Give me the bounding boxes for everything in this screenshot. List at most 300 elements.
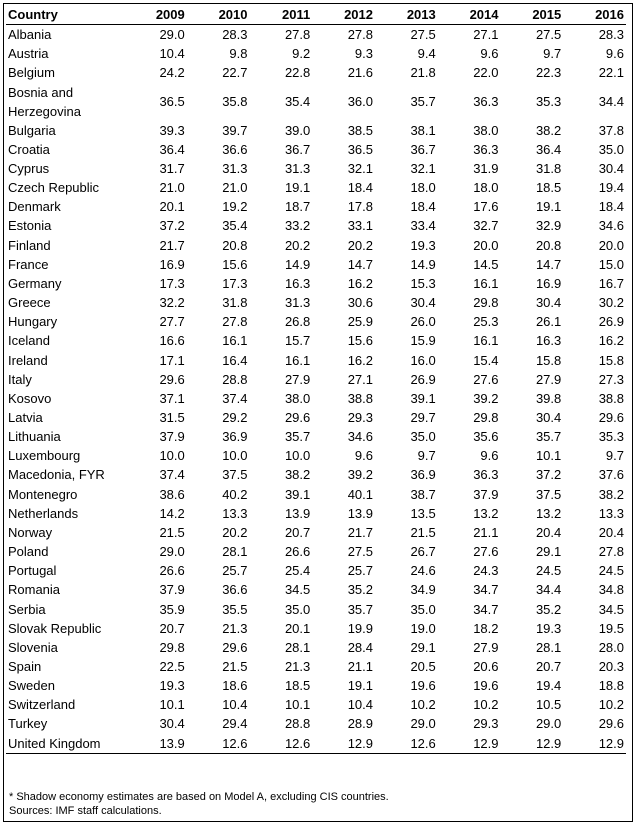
value-cell: 27.3 — [598, 371, 624, 387]
value-cell: 19.3 — [410, 237, 436, 253]
value-cell: 29.6 — [222, 639, 248, 655]
value-cell: 34.7 — [473, 601, 499, 617]
value-cell: 19.4 — [598, 180, 624, 196]
value-cell: 18.4 — [410, 199, 436, 215]
country-name: Finland — [8, 237, 51, 253]
value-cell: 20.8 — [222, 237, 248, 253]
value-cell: 21.3 — [284, 659, 311, 674]
table-row — [6, 504, 626, 523]
value-cell: 12.6 — [284, 735, 311, 751]
value-cell: 16.7 — [598, 275, 624, 291]
country-name: Slovak Republic — [8, 620, 102, 636]
table-row — [6, 427, 626, 446]
table-row — [6, 312, 626, 331]
value-cell: 34.9 — [410, 582, 436, 598]
value-cell: 26.1 — [535, 314, 562, 330]
value-cell: 28.8 — [284, 716, 311, 732]
value-cell: 19.1 — [535, 199, 562, 215]
value-cell: 38.5 — [347, 122, 373, 138]
value-cell: 18.7 — [284, 199, 311, 215]
value-cell: 16.3 — [284, 275, 311, 291]
value-cell: 27.5 — [347, 544, 373, 560]
value-cell: 24.6 — [410, 563, 436, 579]
value-cell: 27.1 — [347, 371, 373, 387]
value-cell: 13.3 — [598, 505, 624, 521]
country-name: Greece — [8, 295, 51, 311]
value-cell: 15.3 — [410, 275, 436, 291]
value-cell: 21.5 — [410, 524, 436, 540]
value-cell: 18.4 — [598, 199, 624, 215]
country-name: Albania — [8, 27, 52, 43]
value-cell: 37.9 — [159, 582, 185, 598]
value-cell: 29.6 — [159, 371, 185, 387]
value-cell: 20.0 — [598, 237, 624, 253]
table-row — [6, 293, 626, 312]
value-cell: 38.2 — [598, 486, 624, 502]
value-cell: 10.2 — [473, 697, 499, 713]
value-cell: 31.3 — [284, 295, 311, 311]
country-name: Netherlands — [8, 505, 79, 521]
value-cell: 25.7 — [347, 563, 373, 579]
value-cell: 19.1 — [347, 678, 373, 694]
value-cell: 33.2 — [284, 218, 311, 234]
table-row — [6, 638, 626, 657]
country-name: Sweden — [8, 678, 55, 694]
value-cell: 15.8 — [598, 352, 624, 368]
value-cell: 9.7 — [417, 448, 436, 464]
value-cell: 29.7 — [410, 409, 436, 425]
value-cell: 20.6 — [473, 659, 499, 674]
table-row — [6, 485, 626, 504]
value-cell: 19.4 — [535, 678, 562, 694]
country-name: Norway — [8, 524, 53, 540]
value-cell: 35.3 — [535, 94, 562, 110]
table-row — [6, 408, 626, 427]
value-cell: 13.9 — [284, 505, 311, 521]
value-cell: 21.6 — [347, 65, 373, 81]
value-cell: 37.6 — [598, 467, 624, 483]
value-cell: 16.9 — [535, 275, 562, 291]
value-cell: 38.0 — [473, 122, 499, 138]
value-cell: 22.5 — [159, 659, 185, 674]
value-cell: 29.2 — [222, 409, 248, 425]
value-cell: 36.9 — [222, 429, 248, 445]
value-cell: 27.8 — [347, 27, 373, 43]
value-cell: 39.8 — [535, 390, 562, 406]
value-cell: 25.4 — [284, 563, 311, 579]
value-cell: 27.7 — [159, 314, 185, 330]
value-cell: 35.8 — [222, 94, 248, 110]
table-row — [6, 561, 626, 580]
value-cell: 30.4 — [535, 409, 562, 425]
table-notes — [9, 790, 389, 818]
value-cell: 10.1 — [284, 697, 311, 713]
country-name: Bulgaria — [8, 122, 56, 138]
value-cell: 30.4 — [159, 716, 185, 732]
table-row — [6, 580, 626, 599]
country-name: France — [8, 256, 49, 272]
table-row — [6, 734, 626, 754]
value-cell: 18.5 — [284, 678, 311, 694]
value-cell: 21.7 — [347, 524, 373, 540]
country-name: Hungary — [8, 314, 58, 330]
value-cell: 27.6 — [473, 371, 499, 387]
value-cell: 21.8 — [410, 65, 436, 81]
country-name: Estonia — [8, 218, 52, 234]
value-cell: 30.4 — [598, 160, 624, 176]
country-name: Belgium — [8, 65, 55, 81]
value-cell: 20.2 — [284, 237, 311, 253]
value-cell: 17.6 — [473, 199, 499, 215]
value-cell: 20.0 — [473, 237, 499, 253]
country-name: Iceland — [8, 333, 50, 349]
value-cell: 39.7 — [222, 122, 248, 138]
value-cell: 24.5 — [535, 563, 562, 579]
value-cell: 10.0 — [159, 448, 185, 464]
country-name: Serbia — [8, 601, 46, 617]
value-cell: 13.5 — [410, 505, 436, 521]
value-cell: 36.4 — [159, 141, 185, 157]
value-cell: 35.7 — [284, 429, 311, 445]
value-cell: 10.4 — [159, 46, 185, 62]
country-name: Cyprus — [8, 160, 50, 176]
value-cell: 9.6 — [480, 46, 499, 62]
value-cell: 9.2 — [292, 46, 311, 62]
country-name: Germany — [8, 275, 62, 291]
value-cell: 19.1 — [284, 180, 311, 196]
value-cell: 10.4 — [222, 697, 248, 713]
value-cell: 27.1 — [473, 27, 499, 43]
value-cell: 28.1 — [284, 639, 311, 655]
column-header-year: 2012 — [344, 7, 373, 22]
country-name: Croatia — [8, 141, 50, 157]
value-cell: 9.8 — [229, 46, 248, 62]
value-cell: 15.9 — [410, 333, 436, 349]
value-cell: 9.3 — [354, 46, 373, 62]
value-cell: 24.5 — [598, 563, 624, 579]
country-name: Spain — [8, 659, 42, 674]
value-cell: 29.1 — [535, 544, 562, 560]
value-cell: 12.9 — [598, 735, 624, 751]
value-cell: 32.1 — [347, 160, 373, 176]
value-cell: 10.0 — [284, 448, 311, 464]
column-header-country: Country — [8, 7, 58, 22]
value-cell: 12.9 — [535, 735, 562, 751]
value-cell: 38.2 — [284, 467, 311, 483]
value-cell: 37.8 — [598, 122, 624, 138]
value-cell: 38.7 — [410, 486, 436, 502]
value-cell: 29.1 — [410, 639, 436, 655]
value-cell: 20.7 — [284, 524, 311, 540]
value-cell: 35.0 — [410, 601, 436, 617]
value-cell: 15.4 — [473, 352, 499, 368]
value-cell: 20.4 — [598, 524, 624, 540]
table-row — [6, 44, 626, 63]
value-cell: 31.8 — [222, 295, 248, 311]
value-cell: 33.1 — [347, 218, 373, 234]
table-row — [6, 542, 626, 561]
value-cell: 18.0 — [473, 180, 499, 196]
value-cell: 12.9 — [347, 735, 373, 751]
table-row — [6, 523, 626, 542]
value-cell: 16.0 — [410, 352, 436, 368]
table-row — [6, 83, 626, 121]
value-cell: 38.0 — [284, 390, 311, 406]
value-cell: 10.1 — [159, 697, 185, 713]
value-cell: 35.4 — [284, 94, 311, 110]
table-row — [6, 695, 626, 714]
value-cell: 34.4 — [598, 94, 624, 110]
value-cell: 15.6 — [347, 333, 373, 349]
value-cell: 22.7 — [222, 65, 248, 81]
value-cell: 9.6 — [605, 46, 624, 62]
value-cell: 27.9 — [473, 639, 499, 655]
value-cell: 22.3 — [535, 65, 562, 81]
value-cell: 14.5 — [473, 256, 499, 272]
value-cell: 31.8 — [535, 160, 562, 176]
value-cell: 34.5 — [284, 582, 311, 598]
value-cell: 9.7 — [543, 46, 562, 62]
value-cell: 31.3 — [284, 160, 311, 176]
value-cell: 10.1 — [535, 448, 562, 464]
value-cell: 38.1 — [410, 122, 436, 138]
value-cell: 37.5 — [535, 486, 562, 502]
table-row — [6, 159, 626, 178]
value-cell: 37.4 — [222, 390, 248, 406]
table-row — [6, 389, 626, 408]
value-cell: 39.1 — [284, 486, 311, 502]
value-cell: 32.7 — [473, 218, 499, 234]
value-cell: 15.6 — [222, 256, 248, 272]
value-cell: 20.7 — [159, 620, 185, 636]
value-cell: 30.6 — [347, 295, 373, 311]
country-name: Ireland — [8, 352, 48, 368]
value-cell: 16.2 — [347, 275, 373, 291]
value-cell: 40.1 — [347, 486, 373, 502]
value-cell: 19.5 — [598, 620, 624, 636]
value-cell: 18.5 — [535, 180, 562, 196]
value-cell: 16.9 — [159, 256, 185, 272]
value-cell: 20.3 — [598, 659, 624, 674]
value-cell: 29.0 — [159, 27, 185, 43]
country-name: Austria — [8, 46, 49, 62]
value-cell: 36.3 — [473, 467, 499, 483]
value-cell: 29.8 — [473, 409, 499, 425]
value-cell: 35.2 — [535, 601, 562, 617]
value-cell: 24.3 — [473, 563, 499, 579]
value-cell: 10.2 — [410, 697, 436, 713]
value-cell: 26.6 — [159, 563, 185, 579]
table-row — [6, 274, 626, 293]
table-row — [6, 63, 626, 82]
country-name: Latvia — [8, 409, 43, 425]
table-row — [6, 255, 626, 274]
value-cell: 13.2 — [535, 505, 562, 521]
value-cell: 35.0 — [598, 141, 624, 157]
value-cell: 28.4 — [347, 639, 373, 655]
value-cell: 35.7 — [347, 601, 373, 617]
value-cell: 19.3 — [535, 620, 562, 636]
table-row — [6, 351, 626, 370]
country-name: United Kingdom — [8, 735, 101, 751]
column-header-year: 2014 — [469, 7, 499, 22]
sources-note: Sources: IMF staff calculations. — [9, 805, 162, 817]
value-cell: 36.3 — [473, 94, 499, 110]
value-cell: 32.1 — [410, 160, 436, 176]
value-cell: 24.2 — [159, 65, 185, 81]
value-cell: 31.3 — [222, 160, 248, 176]
value-cell: 34.6 — [598, 218, 624, 234]
value-cell: 38.6 — [159, 486, 185, 502]
value-cell: 27.9 — [535, 371, 562, 387]
value-cell: 13.3 — [222, 505, 248, 521]
value-cell: 20.4 — [535, 524, 562, 540]
value-cell: 20.1 — [159, 199, 185, 215]
value-cell: 30.4 — [410, 295, 436, 311]
country-name: Lithuania — [8, 429, 61, 445]
table-row — [6, 446, 626, 465]
table-row — [6, 619, 626, 638]
value-cell: 31.9 — [473, 160, 499, 176]
value-cell: 32.2 — [159, 295, 185, 311]
value-cell: 30.4 — [535, 295, 562, 311]
value-cell: 26.6 — [284, 544, 311, 560]
value-cell: 17.3 — [222, 275, 248, 291]
value-cell: 14.9 — [410, 256, 436, 272]
column-header-year: 2009 — [155, 7, 185, 22]
value-cell: 28.1 — [535, 639, 562, 655]
value-cell: 34.4 — [535, 582, 562, 598]
value-cell: 26.9 — [410, 371, 436, 387]
value-cell: 13.9 — [159, 735, 185, 751]
value-cell: 30.2 — [598, 295, 624, 311]
value-cell: 21.3 — [222, 620, 248, 636]
value-cell: 10.0 — [222, 448, 248, 464]
value-cell: 21.5 — [159, 524, 185, 540]
value-cell: 36.5 — [347, 141, 373, 157]
table-row — [6, 121, 626, 140]
value-cell: 37.9 — [473, 486, 499, 502]
table-row — [6, 370, 626, 389]
value-cell: 17.1 — [159, 352, 185, 368]
value-cell: 28.1 — [222, 544, 248, 560]
value-cell: 29.3 — [347, 409, 373, 425]
value-cell: 28.8 — [222, 371, 248, 387]
value-cell: 29.0 — [159, 544, 185, 560]
value-cell: 36.7 — [410, 141, 436, 157]
value-cell: 35.3 — [598, 429, 624, 445]
value-cell: 16.1 — [473, 333, 499, 349]
value-cell: 26.9 — [598, 314, 624, 330]
country-name: Slovenia — [8, 639, 58, 655]
table-row — [6, 197, 626, 216]
column-header-year: 2015 — [532, 7, 562, 22]
value-cell: 9.6 — [354, 448, 373, 464]
value-cell: 19.2 — [222, 199, 248, 215]
value-cell: 21.0 — [159, 180, 185, 196]
value-cell: 35.2 — [347, 582, 373, 598]
value-cell: 39.2 — [473, 390, 499, 406]
value-cell: 29.8 — [473, 295, 499, 311]
value-cell: 31.5 — [159, 409, 185, 425]
value-cell: 35.6 — [473, 429, 499, 445]
table-row — [6, 236, 626, 255]
value-cell: 9.4 — [417, 46, 436, 62]
country-name: Kosovo — [8, 390, 52, 406]
value-cell: 17.3 — [159, 275, 185, 291]
value-cell: 34.7 — [473, 582, 499, 598]
value-cell: 36.3 — [473, 141, 499, 157]
value-cell: 35.4 — [222, 218, 248, 234]
table-row — [6, 331, 626, 350]
value-cell: 10.5 — [535, 697, 562, 713]
value-cell: 35.5 — [222, 601, 248, 617]
value-cell: 29.3 — [473, 716, 499, 732]
value-cell: 40.2 — [222, 486, 248, 502]
value-cell: 22.8 — [284, 65, 311, 81]
value-cell: 27.8 — [284, 27, 311, 43]
value-cell: 13.9 — [347, 505, 373, 521]
value-cell: 27.8 — [598, 544, 624, 560]
value-cell: 27.6 — [473, 544, 499, 560]
value-cell: 10.2 — [598, 697, 624, 713]
value-cell: 12.9 — [473, 735, 499, 751]
table-row — [6, 676, 626, 695]
value-cell: 37.1 — [159, 390, 185, 406]
value-cell: 21.1 — [347, 659, 373, 674]
value-cell: 16.4 — [222, 352, 248, 368]
value-cell: 29.4 — [222, 716, 248, 732]
value-cell: 12.6 — [222, 735, 248, 751]
value-cell: 20.5 — [410, 659, 436, 674]
value-cell: 15.0 — [598, 256, 624, 272]
country-name: Denmark — [8, 199, 61, 215]
value-cell: 36.9 — [410, 467, 436, 483]
value-cell: 19.9 — [347, 620, 373, 636]
value-cell: 19.3 — [159, 678, 185, 694]
value-cell: 21.0 — [222, 180, 248, 196]
value-cell: 20.7 — [535, 659, 562, 674]
value-cell: 25.3 — [473, 314, 499, 330]
value-cell: 36.0 — [347, 94, 373, 110]
value-cell: 38.8 — [347, 390, 373, 406]
value-cell: 16.6 — [159, 333, 185, 349]
value-cell: 37.2 — [535, 467, 562, 483]
value-cell: 10.4 — [347, 697, 373, 713]
value-cell: 36.4 — [535, 141, 562, 157]
value-cell: 28.3 — [598, 27, 624, 43]
value-cell: 29.8 — [159, 639, 185, 655]
value-cell: 27.5 — [410, 27, 436, 43]
value-cell: 17.8 — [347, 199, 373, 215]
value-cell: 21.7 — [159, 237, 185, 253]
value-cell: 36.6 — [222, 582, 248, 598]
country-name: Italy — [8, 371, 32, 387]
value-cell: 18.6 — [222, 678, 248, 694]
value-cell: 35.0 — [284, 601, 311, 617]
country-name: Bosnia and Herzegovina — [8, 84, 81, 119]
value-cell: 29.6 — [598, 716, 624, 732]
value-cell: 14.7 — [535, 256, 562, 272]
country-name: Turkey — [8, 716, 48, 732]
value-cell: 28.9 — [347, 716, 373, 732]
value-cell: 35.7 — [410, 94, 436, 110]
table-row — [6, 714, 626, 733]
value-cell: 32.9 — [535, 218, 562, 234]
value-cell: 22.1 — [598, 65, 624, 81]
value-cell: 20.1 — [284, 620, 311, 636]
value-cell: 19.6 — [410, 678, 436, 694]
